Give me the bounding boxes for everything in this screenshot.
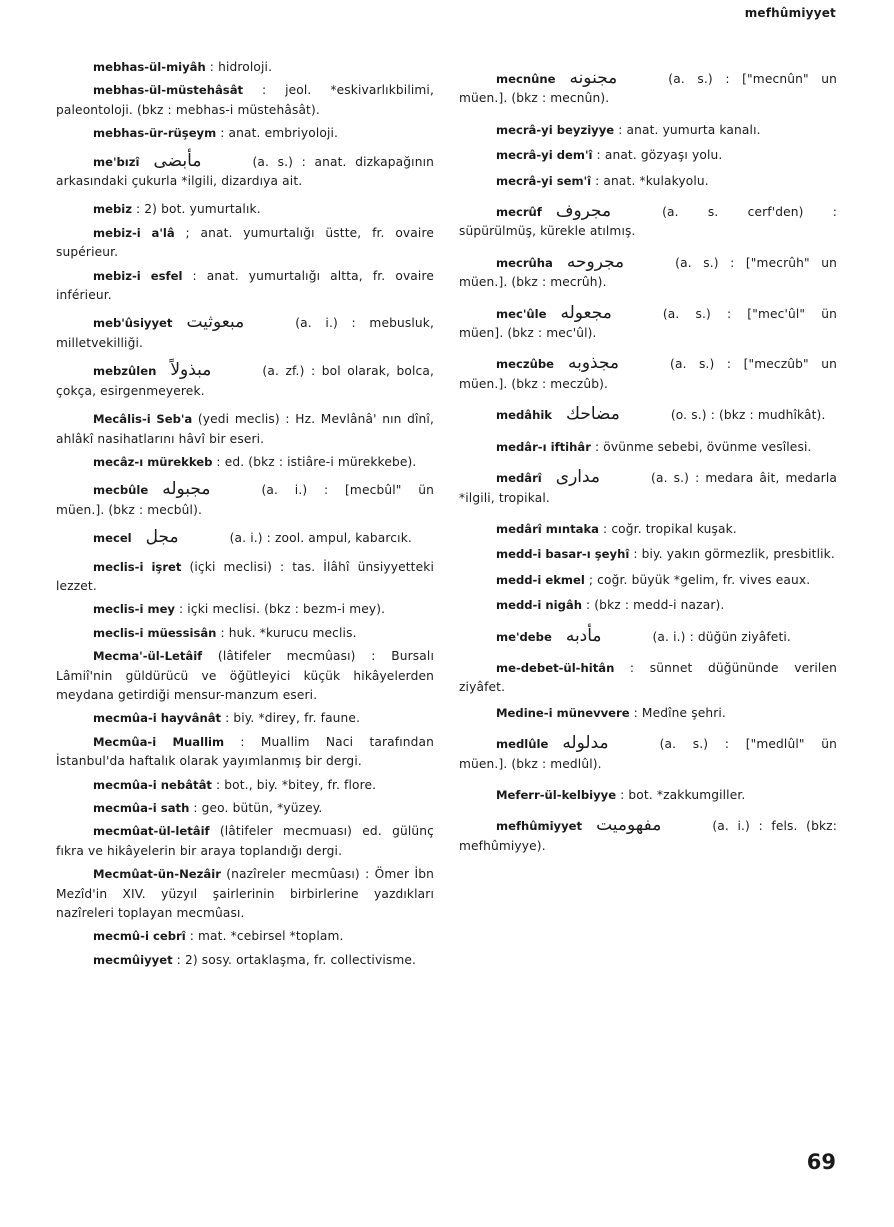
entry-definition: (içki meclisi) : tas. İlâhî ünsiyyetteki lezzet.	[56, 559, 434, 593]
dictionary-entry	[56, 200, 434, 219]
dictionary-entry	[459, 406, 837, 425]
dictionary-entry	[56, 865, 434, 923]
entry-headword: mebhas-ül-müstehâsât	[93, 83, 244, 98]
entry-headword: mecrûf	[496, 205, 542, 220]
entry-headword: meb'ûsiyyet	[93, 316, 173, 331]
entry-definition: (a. zf.) : bol olarak, bolca, çokça, esirgenmeyerek.	[56, 364, 434, 398]
entry-headword: mecâz-ı mürekkeb	[93, 454, 213, 469]
entry-headword: mecmûa-i nebâtât	[93, 777, 212, 792]
entry-headword: mecmû-i cebrî	[93, 929, 186, 944]
dictionary-entry	[56, 600, 434, 619]
dictionary-entry	[56, 150, 434, 192]
entry-headword: me'bızî	[93, 154, 140, 169]
dictionary-entry	[459, 203, 837, 242]
entry-headword: mebiz-i a'lâ	[93, 225, 175, 240]
entry-definition: (a. s.) : ["mecrûh" un müen.]. (bkz : mecrûh).	[459, 255, 837, 290]
dictionary-entry	[459, 625, 837, 647]
entry-arabic-script: مجذوبه	[567, 353, 620, 374]
dictionary-entry	[56, 453, 434, 472]
entry-headword: Mecma'-ül-Letâif	[93, 649, 203, 664]
entry-headword: mebhas-ül-miyâh	[93, 60, 206, 74]
dictionary-entry	[56, 58, 434, 77]
entry-headword: meczûbe	[496, 357, 554, 372]
entry-definition: : anat. embriyoloji.	[216, 126, 339, 141]
dictionary-entry	[459, 70, 837, 109]
entry-headword: Medine-i münevvere	[496, 705, 630, 720]
entry-headword: mecmûa-i sath	[93, 801, 190, 815]
dictionary-entry	[459, 659, 837, 698]
entry-definition: (a. i.) : zool. ampul, kabarcık.	[229, 531, 412, 546]
entry-definition: (a. i.) : mebusluk, milletvekilliği.	[56, 316, 434, 350]
entry-definition: (a. s.) : ["medlûl" ün müen.]. (bkz : medlûl).	[459, 737, 837, 771]
entry-arabic-script: مبعوثيت	[186, 312, 245, 333]
entry-definition: (lâtifeler mecmûası) : Bursalı Lâmiî'nin güldürücü ve öğütleyici küçük hikâyelerden meydana getirdiği mensur-manzum eseri.	[56, 649, 434, 702]
dictionary-entry	[459, 121, 837, 140]
entry-headword: mecrûha	[496, 255, 553, 270]
entry-definition: : içki meclisi. (bkz : bezm-i mey).	[175, 602, 386, 617]
dictionary-entry	[56, 224, 434, 263]
entry-definition: : övünme sebebi, övünme vesîlesi.	[590, 439, 812, 454]
entry-definition: : anat. *kulakyolu.	[591, 173, 709, 188]
entry-headword: medd-i basar-ı şeyhî	[496, 547, 630, 562]
entry-definition: ; coğr. büyük *gelim, fr. vives eaux.	[584, 572, 811, 587]
dictionary-entry	[56, 647, 434, 705]
entry-definition: : bot. *zakkumgiller.	[616, 787, 746, 802]
dictionary-entry	[459, 545, 837, 564]
entry-definition: : biy. yakın görmezlik, presbitlik.	[629, 547, 835, 562]
entry-definition: : biy. *direy, fr. faune.	[221, 711, 361, 726]
entry-definition: : Muallim Naci tarafından İstanbul'da haftalık olarak yayımlanmış bir dergi.	[56, 734, 435, 769]
left-column	[56, 58, 434, 974]
entry-definition: : 2) sosy. ortaklaşma, fr. collectivisme.	[172, 952, 417, 967]
dictionary-entry	[459, 817, 837, 856]
entry-arabic-script: مجل	[145, 527, 179, 548]
entry-definition: (o. s.) : (bkz : mudhîkât).	[670, 408, 826, 423]
entry-headword: medârî	[496, 471, 542, 486]
entry-headword: mecrâ-yi dem'î	[496, 148, 593, 163]
entry-headword: medd-i ekmel	[496, 572, 585, 587]
entry-definition: : geo. bütün, *yüzey.	[189, 801, 323, 815]
entry-definition: : Medîne şehri.	[629, 705, 726, 720]
dictionary-entry	[459, 786, 837, 805]
dictionary-entry	[56, 822, 434, 861]
dictionary-entry	[56, 624, 434, 643]
entry-headword: Mecmûat-ün-Nezâir	[93, 867, 221, 882]
dictionary-entry	[56, 558, 434, 597]
entry-headword: mecrâ-yi beyziyye	[496, 122, 615, 137]
entry-headword: mecrâ-yi sem'î	[496, 173, 592, 188]
right-column	[459, 58, 837, 868]
entry-headword: mebzûlen	[93, 364, 157, 379]
entry-headword: mecmûat-ül-letâif	[93, 824, 210, 839]
entry-arabic-script: مدارى	[555, 467, 601, 488]
entry-definition: (a. s. cerf'den) : süpürülmüş, kürekle atılmış.	[459, 205, 837, 239]
entry-headword: mebhas-ür-rüşeym	[93, 126, 217, 141]
entry-definition: : bot., biy. *bitey, fr. flore.	[211, 777, 377, 792]
dictionary-entry	[56, 314, 434, 353]
entry-headword: meclis-i müessisân	[93, 625, 217, 640]
entry-definition: (lâtifeler mecmuası) ed. gülünç fıkra ve hikâyelerin bir araya toplandığı dergi.	[56, 824, 434, 858]
dictionary-entry	[56, 927, 434, 946]
entry-definition: (a. s.) : ["mecnûn" un müen.]. (bkz : mecnûn).	[459, 72, 837, 106]
dictionary-entry	[56, 529, 434, 548]
dictionary-entry	[56, 709, 434, 728]
dictionary-entry	[56, 799, 434, 818]
entry-arabic-script: مجنونه	[569, 68, 618, 88]
entry-headword: medâr-ı iftihâr	[496, 439, 591, 454]
dictionary-entry	[56, 733, 434, 772]
entry-headword: mecel	[93, 531, 132, 546]
dictionary-entry	[56, 362, 434, 401]
entry-headword: medârî mıntaka	[496, 521, 600, 536]
dictionary-entry	[459, 302, 837, 344]
entry-definition: : mat. *cebirsel *toplam.	[185, 929, 344, 944]
entry-headword: medâhik	[496, 408, 553, 423]
entry-definition: : anat. yumurta kanalı.	[614, 122, 761, 137]
entry-arabic-script: مبذولاً	[170, 360, 212, 381]
entry-definition: (nazîreler mecmûası) : Ömer İbn Mezîd'in XIV. yüzyıl şairlerinin birbirlerine yazdıkları nazîreleri toplayan mecmûası.	[56, 867, 434, 921]
entry-headword: me-debet-ül-hitân	[496, 660, 615, 675]
dictionary-entry	[56, 951, 434, 970]
entry-definition: (a. i.) : düğün ziyâfeti.	[652, 629, 791, 644]
dictionary-entry	[459, 251, 837, 293]
entry-definition: (a. s.) : ["meczûb" un müen.]. (bkz : meczûb).	[459, 357, 837, 391]
dictionary-entry	[459, 146, 837, 165]
dictionary-entry	[56, 81, 434, 120]
entry-arabic-script: مفهوميت	[596, 815, 662, 836]
entry-definition: (a. s.) : anat. dizkapağının arkasındaki çukurla *ilgili, dizardıya ait.	[56, 154, 434, 189]
entry-headword: mebiz	[93, 202, 132, 217]
entry-headword: mecmûa-i hayvânât	[93, 711, 222, 726]
dictionary-entry	[459, 469, 837, 508]
entry-arabic-script: مجروحه	[566, 251, 625, 272]
entry-arabic-script: مجبوله	[162, 479, 211, 500]
dictionary-entry	[459, 571, 837, 590]
entry-definition: : (bkz : medd-i nazar).	[581, 598, 725, 613]
entry-headword: mecnûne	[496, 72, 556, 86]
dictionary-entry	[459, 172, 837, 191]
entry-headword: mec'ûle	[496, 306, 547, 321]
dictionary-entry	[459, 596, 837, 615]
entry-definition: : coğr. tropikal kuşak.	[599, 521, 737, 536]
entry-definition: (a. i.) : [mecbûl" ün müen.]. (bkz : mecbûl).	[56, 483, 434, 517]
dictionary-entry	[56, 481, 434, 520]
running-head: mefhûmiyyet	[744, 6, 836, 20]
entry-headword: Mecmûa-i Muallim	[93, 734, 225, 749]
entry-headword: Meferr-ül-kelbiyye	[496, 787, 617, 802]
entry-headword: medd-i nigâh	[496, 598, 582, 613]
entry-definition: : 2) bot. yumurtalık.	[131, 202, 261, 217]
entry-headword: mecmûiyyet	[93, 952, 173, 967]
dictionary-entry	[56, 124, 434, 143]
entry-headword: mebiz-i esfel	[93, 268, 183, 283]
entry-definition: (a. s.) : ["mec'ûl" ün müen]. (bkz : mec'ûl).	[459, 306, 837, 341]
dictionary-entry	[459, 438, 837, 457]
entry-headword: meclis-i mey	[93, 602, 175, 617]
entry-arabic-script: مأدبه	[565, 625, 602, 646]
entry-definition: : ed. (bkz : istiâre-i mürekkebe).	[212, 454, 417, 469]
entry-arabic-script: مجروف	[555, 201, 612, 222]
entry-definition: : huk. *kurucu meclis.	[216, 625, 357, 640]
entry-definition: : anat. gözyaşı yolu.	[592, 148, 723, 163]
entry-headword: medlûle	[496, 737, 549, 752]
entry-definition: : sünnet düğününde verilen ziyâfet.	[459, 660, 837, 695]
entry-definition: : anat. yumurtalığı altta, fr. ovaire inférieur.	[56, 268, 435, 303]
entry-definition: : hidroloji.	[205, 60, 273, 74]
dictionary-entry	[56, 410, 434, 449]
dictionary-entry	[459, 520, 837, 539]
dictionary-entry	[56, 776, 434, 795]
dictionary-entry	[459, 704, 837, 723]
entry-definition: (a. i.) : fels. (bkz: mefhûmiyye).	[459, 819, 837, 853]
entry-definition: : jeol. *eskivarlıkbilimi, paleontoloji. (bkz : mebhas-i müstehâsât).	[56, 83, 434, 117]
entry-arabic-script: مدلوله	[562, 733, 609, 754]
entry-definition: (a. s.) : medara âit, medarla *ilgili, tropikal.	[459, 471, 837, 505]
entry-headword: mefhûmiyyet	[496, 819, 583, 834]
entry-arabic-script: مجعوله	[560, 302, 612, 323]
entry-headword: mecbûle	[93, 483, 149, 498]
entry-headword: Mecâlis-i Seb'a	[93, 412, 193, 427]
dictionary-entry	[459, 355, 837, 394]
dictionary-entry	[459, 735, 837, 774]
entry-definition: (yedi meclis) : Hz. Mevlânâ' nın dînî, ahlâkî nasihatlarını hâvî bir eseri.	[56, 412, 434, 446]
entry-arabic-script: مأبضى	[153, 150, 202, 171]
page-number: 69	[806, 1150, 836, 1174]
entry-headword: me'debe	[496, 629, 552, 644]
entry-definition: ; anat. yumurtalığı üstte, fr. ovaire supérieur.	[56, 225, 434, 260]
dictionary-entry	[56, 267, 434, 306]
entry-arabic-script: مضاحك	[566, 404, 620, 425]
entry-headword: meclis-i işret	[93, 559, 182, 574]
